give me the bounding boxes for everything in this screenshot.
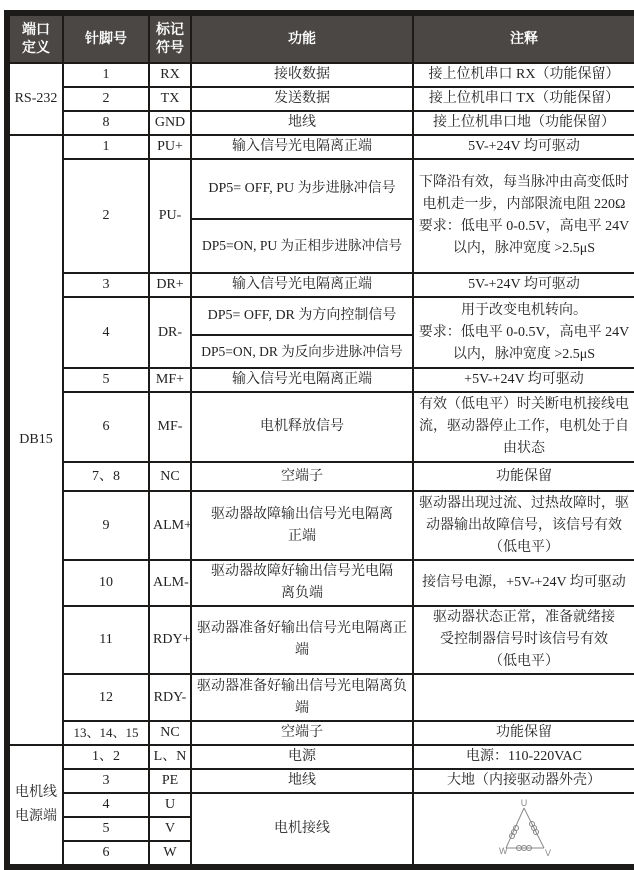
pin: 8 <box>63 111 149 135</box>
mark: TX <box>149 87 191 111</box>
note: 驱动器状态正常，准备就绪接受控制器信号时该信号有效（低电平） <box>413 606 634 674</box>
label-u: U <box>520 798 528 808</box>
header-port: 端口 定义 <box>9 15 63 63</box>
table-row <box>9 721 634 745</box>
note: 功能保留 <box>413 721 634 745</box>
note: 有效（低电平）时关断电机接线电流，驱动器停止工作，电机处于自由状态 <box>413 392 634 462</box>
table-row <box>9 87 634 111</box>
table-row <box>9 745 634 769</box>
pinout-table-frame <box>4 10 634 870</box>
mark: V <box>149 817 191 841</box>
function: 接收数据 <box>191 63 413 87</box>
mark: RX <box>149 63 191 87</box>
note: 下降沿有效，每当脉冲由高变低时电机走一步，内部限流电阻 220Ω 要求：低电平 0-0.5V，高电平 24V 以内，脉冲宽度 >2.5μS <box>413 159 634 273</box>
header-note: 注释 <box>413 15 634 63</box>
function: 空端子 <box>191 462 413 491</box>
function: 电机接线 <box>191 793 413 865</box>
pin: 11 <box>63 606 149 674</box>
pin: 12 <box>63 674 149 721</box>
note: 接上位机串口地（功能保留） <box>413 111 634 135</box>
header-function: 功能 <box>191 15 413 63</box>
table-row <box>9 297 634 335</box>
mark: W <box>149 841 191 865</box>
table-row <box>9 159 634 219</box>
function: 空端子 <box>191 721 413 745</box>
mark: ALM- <box>149 560 191 606</box>
pin: 6 <box>63 841 149 865</box>
mark: DR- <box>149 297 191 368</box>
header-pin: 针脚号 <box>63 15 149 63</box>
mark: RDY- <box>149 674 191 721</box>
note: 接上位机串口 TX（功能保留） <box>413 87 634 111</box>
delta-winding-icon <box>494 798 554 860</box>
delta-winding-diagram <box>413 793 634 865</box>
port-rs232: RS-232 <box>9 63 63 135</box>
function: 电机释放信号 <box>191 392 413 462</box>
mark: DR+ <box>149 273 191 297</box>
function-a: DP5= OFF, DR 为方向控制信号 <box>191 297 413 335</box>
mark: MF- <box>149 392 191 462</box>
pin: 1 <box>63 63 149 87</box>
table-row <box>9 111 634 135</box>
pin: 9 <box>63 491 149 560</box>
table-row <box>9 462 634 491</box>
note: 功能保留 <box>413 462 634 491</box>
pin: 1、2 <box>63 745 149 769</box>
pin: 7、8 <box>63 462 149 491</box>
pin: 3 <box>63 769 149 793</box>
table-row <box>9 491 634 560</box>
note: 接上位机串口 RX（功能保留） <box>413 63 634 87</box>
note: 驱动器出现过流、过热故障时，驱动器输出故障信号，该信号有效（低电平） <box>413 491 634 560</box>
header-mark: 标记 符号 <box>149 15 191 63</box>
table-row <box>9 606 634 674</box>
table-row <box>9 560 634 606</box>
note: +5V-+24V 均可驱动 <box>413 368 634 392</box>
function: 发送数据 <box>191 87 413 111</box>
mark: GND <box>149 111 191 135</box>
pin: 4 <box>63 793 149 817</box>
function: 地线 <box>191 111 413 135</box>
mark: U <box>149 793 191 817</box>
pin: 13、14、15 <box>63 721 149 745</box>
table-row <box>9 793 634 817</box>
port-motor-power: 电机线 电源端 <box>9 745 63 865</box>
pin: 2 <box>63 87 149 111</box>
pinout-table <box>8 14 634 866</box>
function: 输入信号光电隔离正端 <box>191 135 413 159</box>
table-row <box>9 273 634 297</box>
pin: 6 <box>63 392 149 462</box>
function: 驱动器准备好输出信号光电隔离正端 <box>191 606 413 674</box>
pin: 5 <box>63 368 149 392</box>
function-b: DP5=ON, PU 为正相步进脉冲信号 <box>191 219 413 273</box>
pin: 5 <box>63 817 149 841</box>
table-row <box>9 674 634 721</box>
pin: 10 <box>63 560 149 606</box>
table-row <box>9 135 634 159</box>
note: 大地（内接驱动器外壳） <box>413 769 634 793</box>
note <box>413 674 634 721</box>
function: 驱动器故障输出信号光电隔离正端 <box>191 491 413 560</box>
table-row <box>9 63 634 87</box>
note: 用于改变电机转向。 要求：低电平 0-0.5V，高电平 24V 以内，脉冲宽度 >2.5μS <box>413 297 634 368</box>
pin: 2 <box>63 159 149 273</box>
mark: MF+ <box>149 368 191 392</box>
label-w: W <box>499 846 508 856</box>
function: 驱动器准备好输出信号光电隔离负端 <box>191 674 413 721</box>
note: 接信号电源，+5V-+24V 均可驱动 <box>413 560 634 606</box>
pin: 3 <box>63 273 149 297</box>
mark: PU- <box>149 159 191 273</box>
port-db15: DB15 <box>9 135 63 745</box>
function: 电源 <box>191 745 413 769</box>
mark: NC <box>149 462 191 491</box>
function: 输入信号光电隔离正端 <box>191 368 413 392</box>
function: 地线 <box>191 769 413 793</box>
function: 驱动器故障好输出信号光电隔离负端 <box>191 560 413 606</box>
mark: NC <box>149 721 191 745</box>
mark: PU+ <box>149 135 191 159</box>
table-row <box>9 769 634 793</box>
note: 电源：110-220VAC <box>413 745 634 769</box>
table-row <box>9 392 634 462</box>
function: 输入信号光电隔离正端 <box>191 273 413 297</box>
table-row <box>9 368 634 392</box>
mark: RDY+ <box>149 606 191 674</box>
function-a: DP5= OFF, PU 为步进脉冲信号 <box>191 159 413 219</box>
header-row <box>9 15 634 63</box>
mark: PE <box>149 769 191 793</box>
note: 5V-+24V 均可驱动 <box>413 135 634 159</box>
label-v: V <box>545 848 552 858</box>
pin: 1 <box>63 135 149 159</box>
mark: L、N <box>149 745 191 769</box>
function-b: DP5=ON, DR 为反向步进脉冲信号 <box>191 335 413 368</box>
note: 5V-+24V 均可驱动 <box>413 273 634 297</box>
mark: ALM+ <box>149 491 191 560</box>
pin: 4 <box>63 297 149 368</box>
